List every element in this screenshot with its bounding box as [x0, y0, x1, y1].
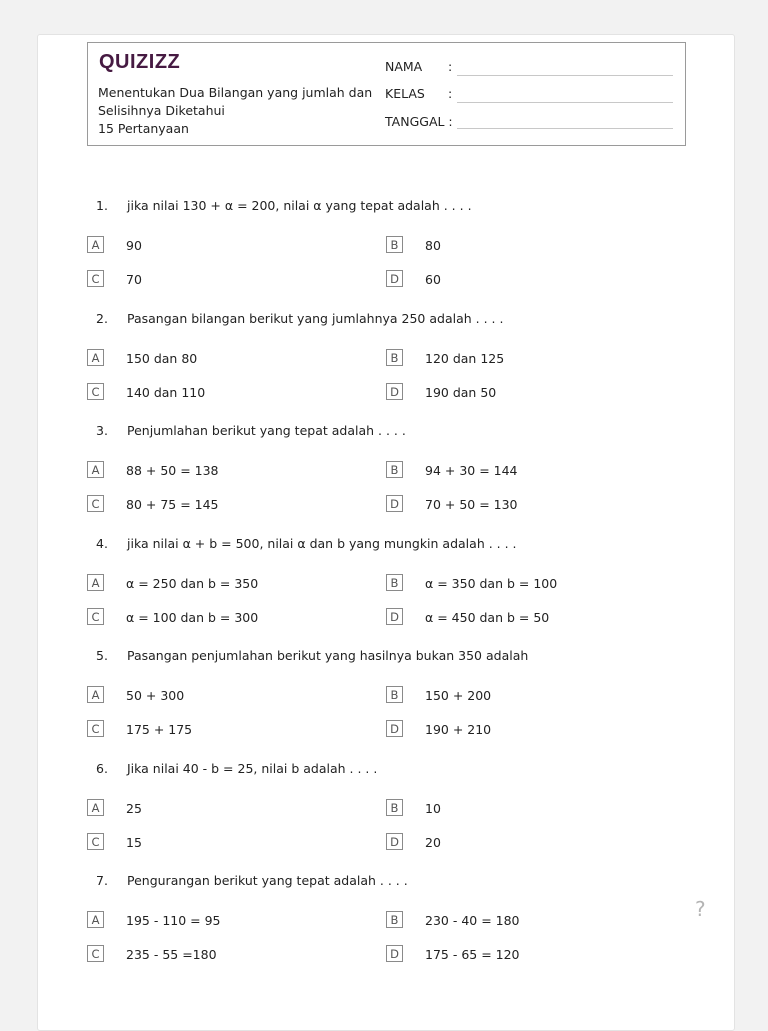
class-field — [385, 86, 453, 101]
class-label: KELAS — [385, 86, 425, 101]
option-text: 175 - 65 = 120 — [425, 947, 520, 962]
option-letter-box: D — [386, 270, 403, 287]
option-letter-box: B — [386, 236, 403, 253]
option-letter-box: D — [386, 383, 403, 400]
name-line — [457, 75, 673, 76]
option-text: 80 + 75 = 145 — [126, 497, 219, 512]
option-text: 25 — [126, 800, 142, 816]
option-text: 120 dan 125 — [425, 350, 505, 366]
option-letter-box: A — [87, 911, 104, 928]
option-text: 20 — [425, 834, 441, 850]
option-letter-box: A — [87, 686, 104, 703]
option-text: 150 dan 80 — [126, 350, 198, 366]
question-text: jika nilai α + b = 500, nilai α dan b yang mungkin adalah . . . . — [127, 535, 517, 551]
name-colon: : — [448, 59, 453, 74]
question-text: Jika nilai 40 - b = 25, nilai b adalah . . . . — [127, 760, 378, 776]
option-letter-box: C — [87, 608, 104, 625]
question-number: 6. — [96, 760, 108, 776]
question-number: 4. — [96, 535, 108, 551]
option-letter-box: B — [386, 911, 403, 928]
option-letter-box: D — [386, 945, 403, 962]
option-text: α = 100 dan b = 300 — [126, 609, 259, 625]
option-text: 88 + 50 = 138 — [126, 463, 219, 478]
question-text: jika nilai 130 + α = 200, nilai α yang tepat adalah . . . . — [127, 198, 472, 213]
option-letter-box: C — [87, 720, 104, 737]
name-label: NAMA — [385, 59, 423, 74]
worksheet-page — [37, 34, 735, 1031]
option-text: 60 — [425, 272, 441, 287]
option-letter-box: B — [386, 349, 403, 366]
option-text: 70 + 50 = 130 — [425, 497, 518, 512]
option-letter-box: A — [87, 574, 104, 591]
name-field — [385, 59, 453, 74]
question-number: 2. — [96, 310, 108, 326]
option-letter-box: C — [87, 945, 104, 962]
option-text: 15 — [126, 834, 142, 850]
option-text: 190 + 210 — [425, 722, 492, 737]
date-label: TANGGAL : — [385, 114, 453, 129]
option-text: 90 — [126, 238, 142, 253]
worksheet-header — [87, 42, 686, 146]
option-letter-box: D — [386, 720, 403, 737]
question-number: 5. — [96, 648, 108, 663]
quizizz-logo: QUIZIZZ — [99, 51, 181, 73]
option-letter-box: B — [386, 574, 403, 591]
option-text: 80 — [425, 238, 441, 253]
date-line — [457, 128, 673, 129]
option-text: 94 + 30 = 144 — [425, 463, 518, 478]
option-letter-box: D — [386, 495, 403, 512]
option-text: α = 250 dan b = 350 — [126, 575, 259, 591]
option-letter-box: B — [386, 461, 403, 478]
class-colon: : — [448, 86, 453, 101]
question-number: 1. — [96, 198, 108, 213]
option-letter-box: D — [386, 608, 403, 625]
option-text: 175 + 175 — [126, 722, 193, 737]
option-letter-box: A — [87, 236, 104, 253]
option-text: 230 - 40 = 180 — [425, 913, 520, 928]
option-text: 190 dan 50 — [425, 384, 497, 400]
option-text: 195 - 110 = 95 — [126, 913, 221, 928]
option-letter-box: C — [87, 833, 104, 850]
class-line — [457, 102, 673, 103]
help-icon[interactable]: ? — [695, 897, 706, 921]
option-letter-box: A — [87, 461, 104, 478]
option-letter-box: D — [386, 833, 403, 850]
option-letter-box: C — [87, 383, 104, 400]
option-text: 10 — [425, 800, 441, 816]
option-letter-box: C — [87, 270, 104, 287]
option-text: α = 350 dan b = 100 — [425, 575, 558, 591]
option-text: 140 dan 110 — [126, 384, 206, 400]
option-text: 70 — [126, 272, 142, 287]
option-letter-box: A — [87, 349, 104, 366]
date-field — [385, 114, 453, 129]
worksheet-title: Menentukan Dua Bilangan yang jumlah dan Selisihnya Diketahui — [98, 85, 373, 118]
question-number: 7. — [96, 873, 108, 888]
question-text: Penjumlahan berikut yang tepat adalah . . . . — [127, 423, 406, 438]
question-text: Pasangan penjumlahan berikut yang hasilnya bukan 350 adalah — [127, 648, 529, 663]
option-text: 50 + 300 — [126, 688, 185, 703]
question-text: Pasangan bilangan berikut yang jumlahnya 250 adalah . . . . — [127, 310, 504, 326]
option-text: 150 + 200 — [425, 688, 492, 703]
option-letter-box: A — [87, 799, 104, 816]
option-text: α = 450 dan b = 50 — [425, 609, 550, 625]
question-count: 15 Pertanyaan — [98, 121, 189, 136]
option-letter-box: B — [386, 686, 403, 703]
question-number: 3. — [96, 423, 108, 438]
option-letter-box: B — [386, 799, 403, 816]
question-text: Pengurangan berikut yang tepat adalah . . . . — [127, 873, 408, 888]
option-text: 235 - 55 =180 — [126, 947, 217, 962]
option-letter-box: C — [87, 495, 104, 512]
